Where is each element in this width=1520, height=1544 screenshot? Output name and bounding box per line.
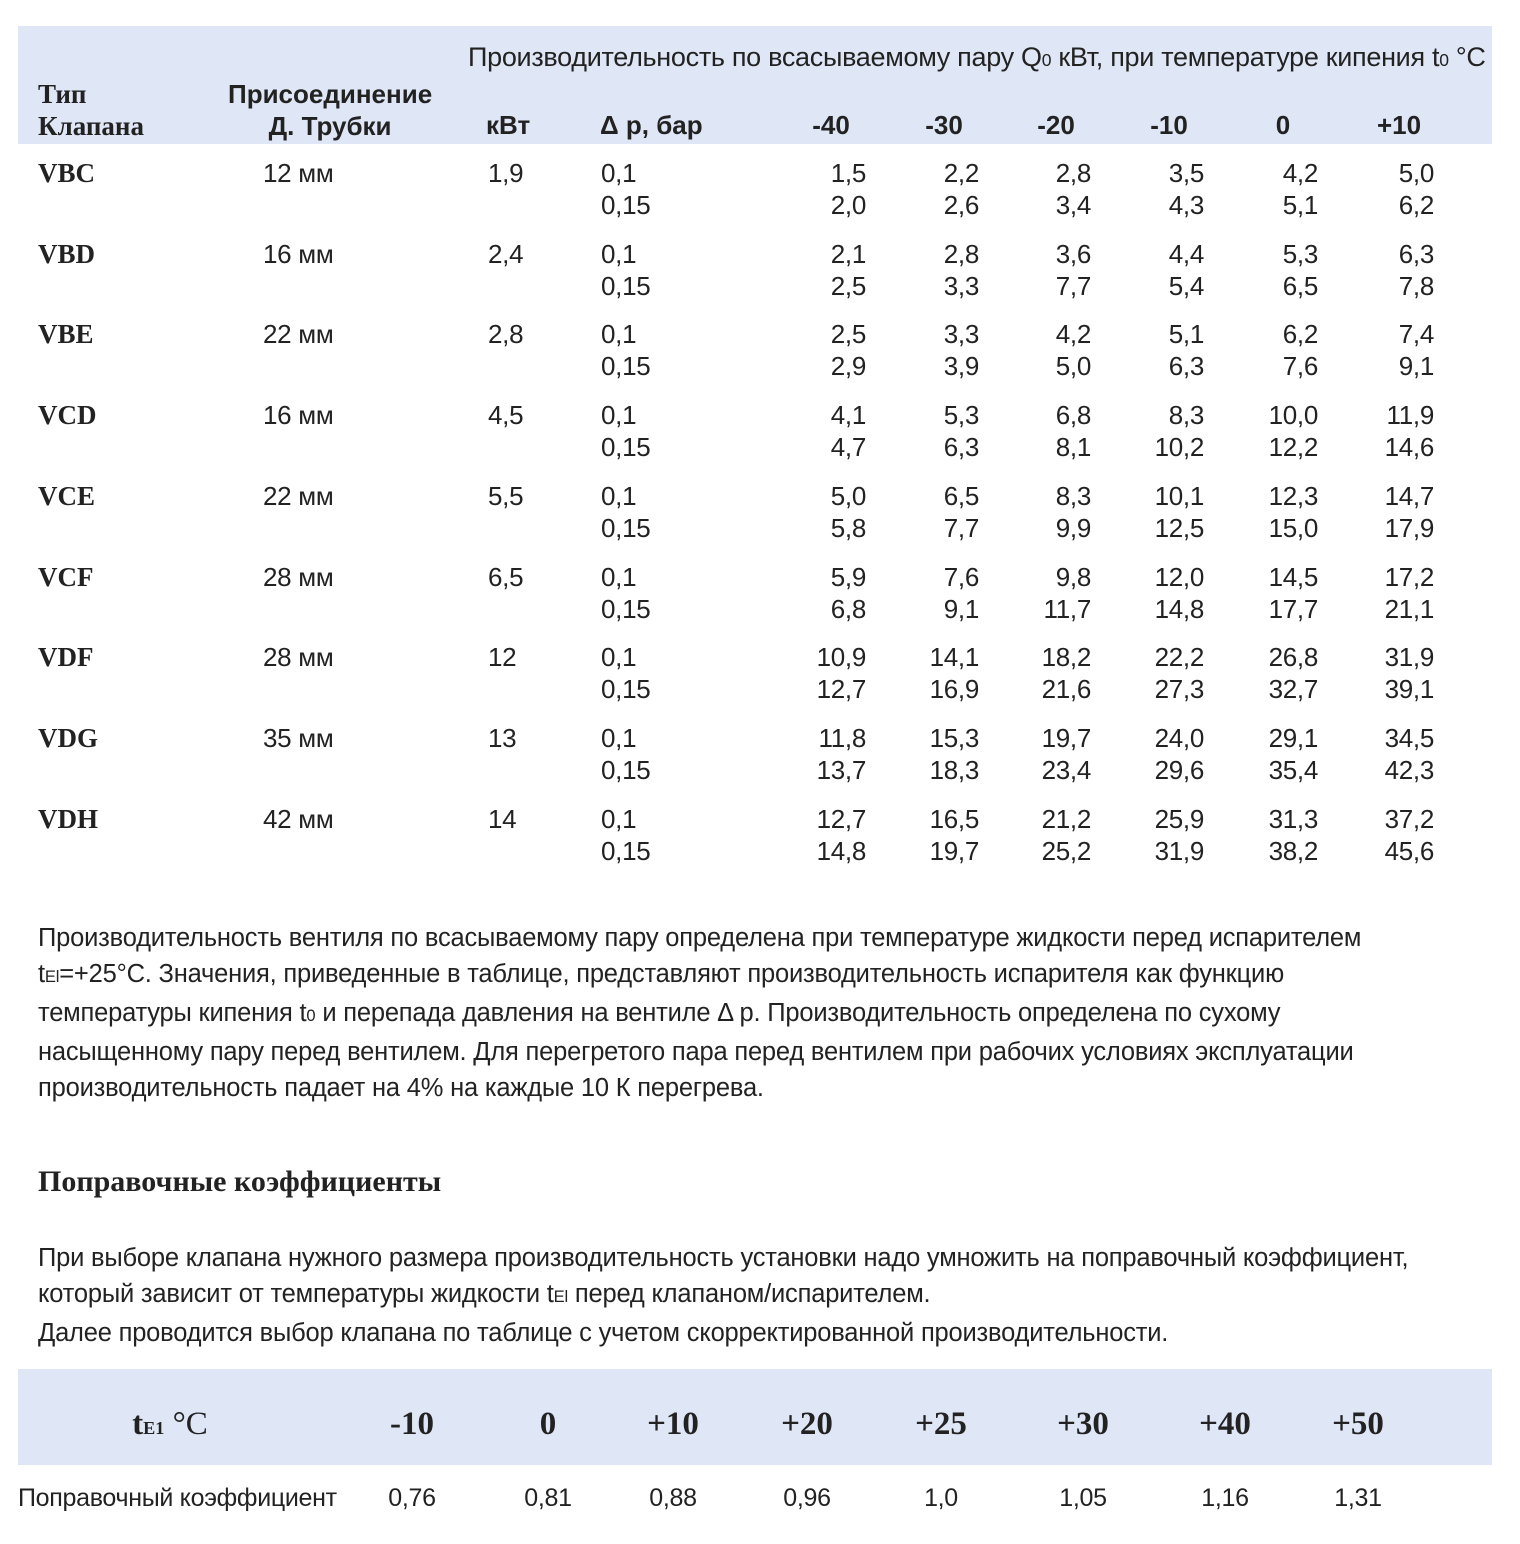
capacity-value: 3,4 — [1055, 190, 1091, 220]
pressure-drop: 0,15 — [601, 190, 651, 220]
coef-temp-7: +50 — [1332, 1406, 1384, 1442]
capacity-value: 2,9 — [830, 351, 866, 381]
valve-type: VDF — [38, 642, 94, 672]
note-line: температуры кипения t0 и перепада давления на вентиле Δ р. Производительность определена по сухому — [38, 999, 1281, 1027]
note-line: tEl=+25°С. Значения, приведенные в таблице, представляют производительность испарителя как функцию — [38, 960, 1284, 988]
connection-size: 28 мм — [263, 562, 334, 592]
capacity-value: 10,9 — [816, 642, 866, 672]
capacity-value: 14,5 — [1268, 562, 1318, 592]
capacity-value: 4,3 — [1168, 190, 1204, 220]
capacity-value: 39,1 — [1384, 674, 1434, 704]
capacity-value: 9,8 — [1055, 562, 1091, 592]
nominal-kw: 6,5 — [488, 562, 524, 592]
capacity-value: 15,0 — [1268, 513, 1318, 543]
capacity-value: 7,8 — [1398, 271, 1434, 301]
nominal-kw: 4,5 — [488, 400, 524, 430]
pressure-drop: 0,15 — [601, 432, 651, 462]
coef-temp-5: +30 — [1057, 1406, 1109, 1442]
nominal-kw: 1,9 — [488, 158, 524, 188]
capacity-value: 12,3 — [1268, 481, 1318, 511]
capacity-value: 23,4 — [1041, 755, 1091, 785]
note-line: Далее проводится выбор клапана по таблице с учетом скорректированной производительности. — [38, 1319, 1169, 1347]
connection-size: 22 мм — [263, 319, 334, 349]
coef-temp-6: +40 — [1199, 1406, 1251, 1442]
temp-header-1: -30 — [925, 110, 963, 140]
capacity-value: 6,3 — [1168, 351, 1204, 381]
capacity-value: 5,8 — [830, 513, 866, 543]
capacity-value: 3,5 — [1168, 158, 1204, 188]
capacity-value: 3,6 — [1055, 239, 1091, 269]
capacity-value: 6,2 — [1282, 319, 1318, 349]
capacity-value: 9,1 — [1398, 351, 1434, 381]
nominal-kw: 5,5 — [488, 481, 524, 511]
capacity-value: 25,9 — [1154, 804, 1204, 834]
capacity-value: 8,3 — [1168, 400, 1204, 430]
capacity-value: 14,7 — [1384, 481, 1434, 511]
capacity-value: 3,9 — [943, 351, 979, 381]
pressure-drop: 0,1 — [601, 562, 637, 592]
capacity-value: 35,4 — [1268, 755, 1318, 785]
capacity-value: 7,6 — [943, 562, 979, 592]
coef-temp-1: 0 — [539, 1406, 557, 1442]
capacity-value: 14,8 — [1154, 594, 1204, 624]
capacity-value: 7,6 — [1282, 351, 1318, 381]
capacity-value: 21,1 — [1384, 594, 1434, 624]
capacity-value: 2,5 — [830, 271, 866, 301]
coef-temp-4: +25 — [915, 1406, 967, 1442]
pressure-drop: 0,1 — [601, 158, 637, 188]
capacity-value: 19,7 — [929, 836, 979, 866]
note-line: насыщенному пару перед вентилем. Для перегретого пара перед вентилем при рабочих условиях эксплуатации — [38, 1038, 1354, 1066]
capacity-value: 5,0 — [1398, 158, 1434, 188]
valve-type: VBE — [38, 319, 94, 349]
capacity-value: 34,5 — [1384, 723, 1434, 753]
nominal-kw: 13 — [488, 723, 517, 753]
capacity-value: 2,5 — [830, 319, 866, 349]
temp-header-2: -20 — [1037, 110, 1075, 140]
note-line: Производительность вентиля по всасываемому пару определена при температуре жидкости перед испарителем — [38, 924, 1362, 952]
section-title: Поправочные коэффициенты — [38, 1165, 442, 1198]
temp-header-4: 0 — [1275, 110, 1291, 140]
pressure-drop: 0,15 — [601, 594, 651, 624]
capacity-value: 11,9 — [1386, 400, 1434, 430]
capacity-value: 5,0 — [1055, 351, 1091, 381]
capacity-value: 19,7 — [1041, 723, 1091, 753]
capacity-value: 4,2 — [1055, 319, 1091, 349]
capacity-value: 13,7 — [816, 755, 866, 785]
capacity-value: 2,0 — [830, 190, 866, 220]
valve-type: VDG — [38, 723, 98, 753]
correction-note — [38, 1240, 1408, 1351]
capacity-value: 7,7 — [1055, 271, 1091, 301]
coef-row-label: Поправочный коэффициент — [18, 1484, 337, 1512]
capacity-value: 32,7 — [1268, 674, 1318, 704]
coef-temp-2: +10 — [647, 1406, 699, 1442]
capacity-value: 3,3 — [943, 319, 979, 349]
pressure-drop: 0,15 — [601, 351, 651, 381]
nominal-kw: 12 — [488, 642, 517, 672]
coef-temp-0: -10 — [390, 1406, 434, 1442]
capacity-value: 2,2 — [943, 158, 979, 188]
capacity-value: 29,1 — [1268, 723, 1318, 753]
capacity-value: 5,3 — [943, 400, 979, 430]
pressure-drop: 0,1 — [601, 239, 637, 269]
capacity-value: 21,2 — [1041, 804, 1091, 834]
capacity-value: 8,3 — [1055, 481, 1091, 511]
nominal-kw: 14 — [488, 804, 517, 834]
temp-header-0: -40 — [812, 110, 850, 140]
capacity-value: 25,2 — [1041, 836, 1091, 866]
capacity-value: 5,0 — [830, 481, 866, 511]
capacity-header-title: Производительность по всасываемому пару Q0 кВт, при температуре кипения t0 °C — [468, 42, 1486, 72]
capacity-value: 2,8 — [943, 239, 979, 269]
capacity-value: 14,1 — [929, 642, 979, 672]
coef-value-4: 1,0 — [924, 1484, 958, 1512]
note-line: производительность падает на 4% на каждые 10 К перегрева. — [38, 1074, 764, 1102]
capacity-value: 26,8 — [1268, 642, 1318, 672]
capacity-value: 16,5 — [929, 804, 979, 834]
capacity-note — [38, 920, 1361, 1106]
capacity-value: 29,6 — [1154, 755, 1204, 785]
capacity-value: 1,5 — [830, 158, 866, 188]
capacity-value: 4,4 — [1168, 239, 1204, 269]
pressure-drop: 0,15 — [601, 271, 651, 301]
connection-size: 16 мм — [263, 400, 334, 430]
capacity-value: 31,3 — [1268, 804, 1318, 834]
capacity-value: 21,6 — [1041, 674, 1091, 704]
coef-value-7: 1,31 — [1334, 1484, 1382, 1512]
valve-type: VCD — [38, 400, 97, 430]
capacity-value: 6,8 — [1055, 400, 1091, 430]
capacity-value: 38,2 — [1268, 836, 1318, 866]
pressure-drop: 0,1 — [601, 319, 637, 349]
capacity-value: 6,2 — [1398, 190, 1434, 220]
capacity-value: 12,0 — [1154, 562, 1204, 592]
capacity-value: 6,3 — [1398, 239, 1434, 269]
capacity-value: 7,7 — [943, 513, 979, 543]
capacity-value: 18,2 — [1041, 642, 1091, 672]
capacity-value: 17,2 — [1384, 562, 1434, 592]
capacity-value: 24,0 — [1154, 723, 1204, 753]
capacity-value: 5,1 — [1168, 319, 1204, 349]
pressure-drop: 0,1 — [601, 642, 637, 672]
capacity-value: 6,8 — [830, 594, 866, 624]
connection-size: 22 мм — [263, 481, 334, 511]
capacity-value: 12,2 — [1268, 432, 1318, 462]
capacity-value: 10,2 — [1154, 432, 1204, 462]
capacity-value: 22,2 — [1154, 642, 1204, 672]
valve-type: VCE — [38, 481, 96, 511]
capacity-value: 27,3 — [1154, 674, 1204, 704]
capacity-value: 7,4 — [1398, 319, 1434, 349]
connection-size: 16 мм — [263, 239, 334, 269]
col-header-connection: Присоединение Д. Трубки — [228, 79, 433, 141]
temp-header-3: -10 — [1150, 110, 1188, 140]
capacity-value: 11,7 — [1043, 594, 1091, 624]
capacity-value: 8,1 — [1055, 432, 1091, 462]
valve-type: VCF — [38, 562, 94, 592]
nominal-kw: 2,4 — [488, 239, 524, 269]
pressure-drop: 0,15 — [601, 755, 651, 785]
coef-value-0: 0,76 — [388, 1484, 436, 1512]
capacity-value: 5,1 — [1282, 190, 1318, 220]
capacity-value: 2,6 — [943, 190, 979, 220]
capacity-value: 16,9 — [929, 674, 979, 704]
coef-value-3: 0,96 — [783, 1484, 831, 1512]
temp-header-5: +10 — [1376, 110, 1422, 140]
coef-value-6: 1,16 — [1201, 1484, 1249, 1512]
coef-temp-3: +20 — [781, 1406, 833, 1442]
capacity-value: 12,7 — [816, 804, 866, 834]
capacity-value: 14,8 — [816, 836, 866, 866]
note-line: При выборе клапана нужного размера производительность установки надо умножить на поправочный коэффициент, — [38, 1244, 1409, 1272]
nominal-kw: 2,8 — [488, 319, 524, 349]
note-line: который зависит от температуры жидкости tEl перед клапаном/испарителем. — [38, 1280, 931, 1308]
capacity-value: 4,2 — [1282, 158, 1318, 188]
capacity-value: 2,8 — [1055, 158, 1091, 188]
capacity-value: 37,2 — [1384, 804, 1434, 834]
capacity-value: 9,1 — [943, 594, 979, 624]
valve-type: VDH — [38, 804, 98, 834]
capacity-value: 15,3 — [929, 723, 979, 753]
capacity-value: 18,3 — [929, 755, 979, 785]
capacity-value: 5,3 — [1282, 239, 1318, 269]
capacity-value: 14,6 — [1384, 432, 1434, 462]
pressure-drop: 0,15 — [601, 674, 651, 704]
capacity-value: 17,7 — [1268, 594, 1318, 624]
capacity-value: 4,7 — [830, 432, 866, 462]
coef-value-1: 0,81 — [524, 1484, 572, 1512]
capacity-value: 45,6 — [1384, 836, 1434, 866]
connection-size: 12 мм — [263, 158, 334, 188]
pressure-drop: 0,1 — [601, 481, 637, 511]
capacity-value: 10,0 — [1268, 400, 1318, 430]
connection-size: 35 мм — [263, 723, 334, 753]
valve-type: VBD — [38, 239, 96, 269]
col-header-kw: кВт — [486, 110, 531, 140]
capacity-value: 42,3 — [1384, 755, 1434, 785]
connection-size: 42 мм — [263, 804, 334, 834]
valve-type: VBC — [38, 158, 96, 188]
connection-size: 28 мм — [263, 642, 334, 672]
capacity-value: 6,5 — [1282, 271, 1318, 301]
pressure-drop: 0,1 — [601, 723, 637, 753]
pressure-drop: 0,1 — [601, 804, 637, 834]
capacity-value: 12,7 — [816, 674, 866, 704]
pressure-drop: 0,15 — [601, 513, 651, 543]
pressure-drop: 0,15 — [601, 836, 651, 866]
capacity-value: 10,1 — [1154, 481, 1204, 511]
capacity-value: 6,3 — [943, 432, 979, 462]
capacity-value: 6,5 — [943, 481, 979, 511]
capacity-value: 4,1 — [830, 400, 866, 430]
capacity-value: 5,9 — [830, 562, 866, 592]
col-header-type: Тип Клапана — [38, 79, 144, 141]
capacity-value: 31,9 — [1154, 836, 1204, 866]
capacity-value: 11,8 — [818, 723, 866, 753]
coef-header-label: tE1 °C — [132, 1406, 208, 1442]
capacity-value: 12,5 — [1154, 513, 1204, 543]
coef-value-5: 1,05 — [1059, 1484, 1107, 1512]
pressure-drop: 0,1 — [601, 400, 637, 430]
capacity-value: 31,9 — [1384, 642, 1434, 672]
capacity-value: 2,1 — [830, 239, 866, 269]
capacity-value: 17,9 — [1384, 513, 1434, 543]
coef-value-2: 0,88 — [649, 1484, 697, 1512]
col-header-dp: Δ р, бар — [600, 110, 703, 140]
capacity-value: 3,3 — [943, 271, 979, 301]
capacity-value: 9,9 — [1055, 513, 1091, 543]
capacity-value: 5,4 — [1168, 271, 1204, 301]
